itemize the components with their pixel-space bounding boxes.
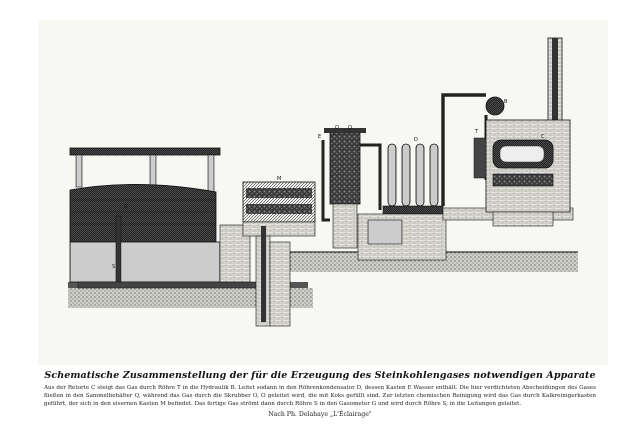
retort-furnace bbox=[474, 38, 570, 226]
caption-credit: Nach Ph. Delahaye „L'Éclairage" bbox=[268, 411, 372, 418]
label-o1: O bbox=[335, 125, 339, 131]
gasworks-diagram bbox=[38, 20, 608, 365]
condenser bbox=[358, 144, 446, 260]
label-o2: O bbox=[348, 125, 352, 131]
label-d: D bbox=[414, 137, 418, 143]
engraving-plate bbox=[38, 20, 608, 365]
label-b: B bbox=[504, 99, 508, 105]
caption-title: Schematische Zusammenstellung der für die Erzeugung des Steinkohlengases notwendigen Apparate bbox=[44, 370, 596, 381]
label-m: M bbox=[277, 176, 282, 182]
label-c: C bbox=[541, 134, 545, 140]
label-s: S bbox=[112, 264, 116, 270]
label-t: T bbox=[475, 129, 479, 135]
label-g: G bbox=[124, 204, 128, 210]
caption-body: Aus der Retorte C steigt das Gas durch Röhre T in die Hydraulik B. Leitet sodann in den Röhrenkondensator D, dessen Kasten E Wasser enthält. Die hier verdichteten Abscheidungen des Gases fließen in den Sammelbehälter Q, während das Gas durch die Skrubber O, O geleitet wird, die mit Koks gefüllt sind. Zur letzten chemischen Reinigung wird das Gas durch Kalkreinigerkasten geführt, der sich in den eisernen Kasten M befindet. Das fertige Gas strömt dann durch Röhre S in den Gasometer G und wird durch Röhre S, in die Leitungen geleitet. bbox=[44, 385, 596, 407]
label-e: E bbox=[318, 134, 322, 140]
